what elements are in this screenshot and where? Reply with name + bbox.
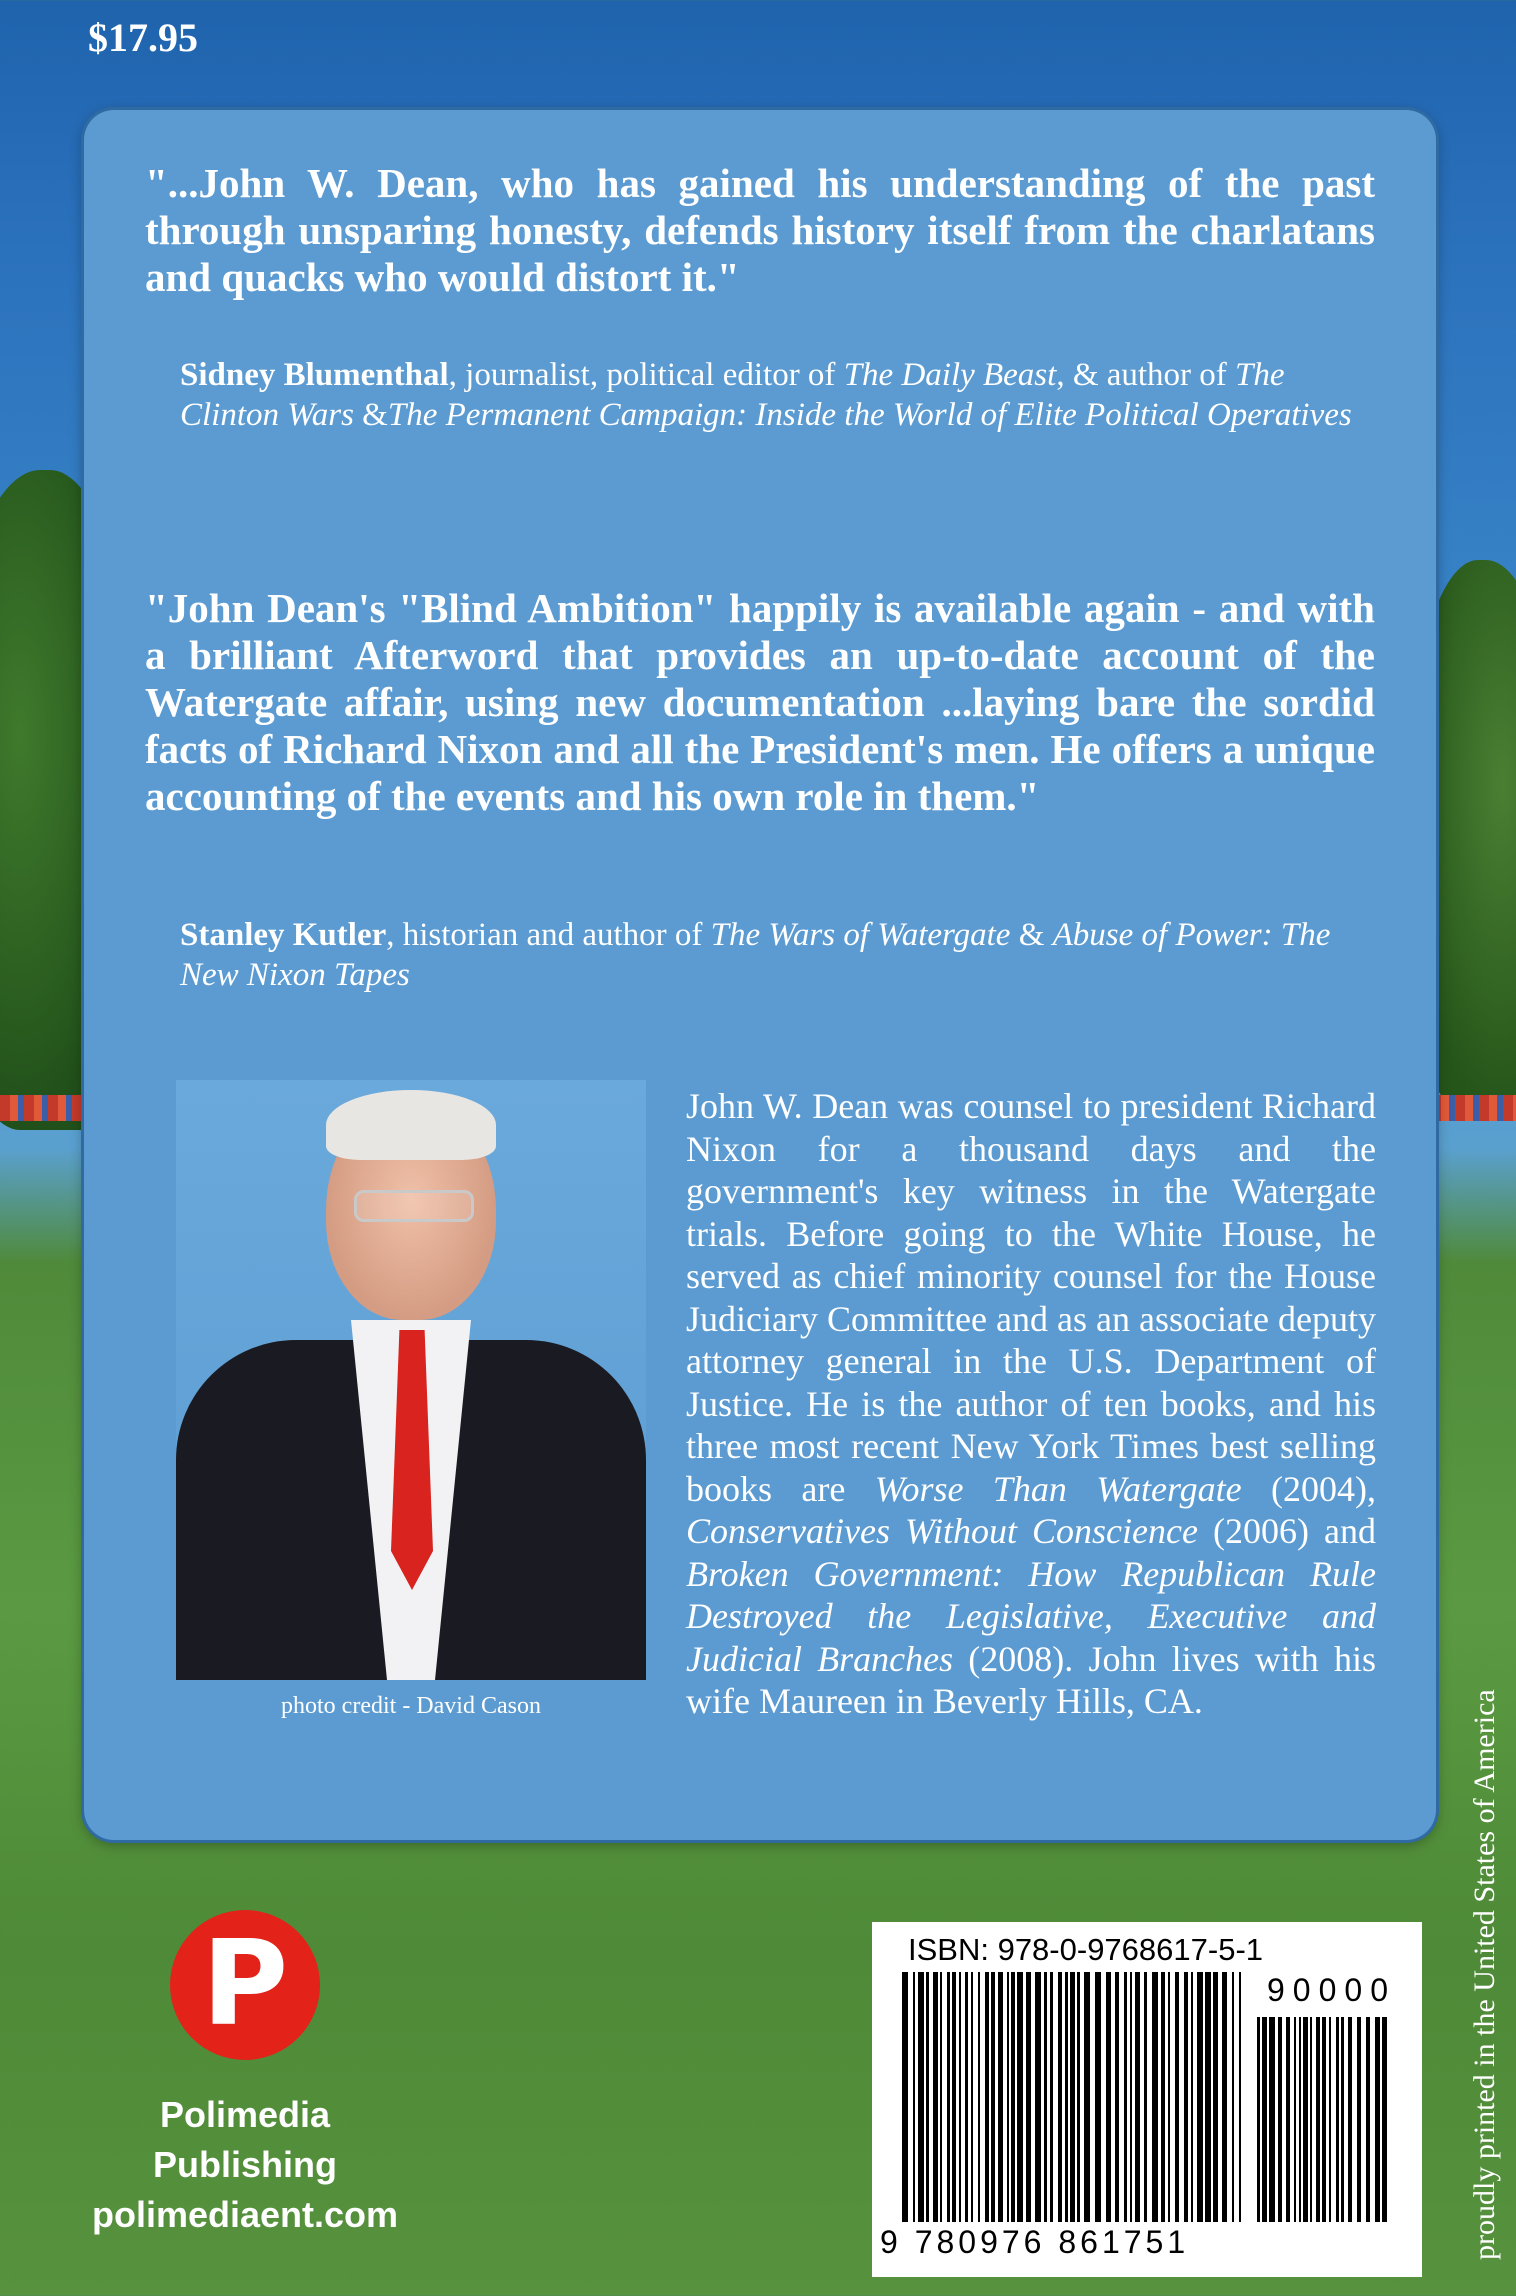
barcode-bar	[1278, 2017, 1282, 2222]
barcode-bar	[1286, 2017, 1290, 2222]
barcode-bar	[971, 1972, 973, 2222]
barcode-bar	[991, 1972, 995, 2222]
barcode-bar	[1184, 1972, 1188, 2222]
attribution-name: Stanley Kutler	[180, 917, 387, 953]
publisher-name-2: Publishing	[153, 2144, 337, 2185]
publisher-logo-letter: P	[201, 1914, 289, 2052]
barcode-bar	[1011, 1972, 1015, 2222]
publisher-name-1: Polimedia	[159, 2094, 331, 2135]
flower-bed-right	[1431, 1095, 1516, 1121]
barcode-bar	[1070, 1972, 1075, 2222]
barcode-bar	[978, 1972, 980, 2222]
barcode-bar	[1222, 1972, 1227, 2222]
photo-credit: photo credit - David Cason	[281, 1693, 541, 1719]
barcode-bar	[1152, 1972, 1158, 2222]
author-photo	[176, 1080, 646, 1680]
barcode-bar	[1366, 2017, 1370, 2222]
barcode-bar	[902, 1972, 908, 2222]
barcode-bar	[1322, 2017, 1326, 2222]
barcode-bar	[1348, 2017, 1352, 2222]
barcode-bar	[1357, 2017, 1361, 2222]
barcode-addon-digits: 90000	[1267, 1972, 1396, 2008]
price: $17.95	[88, 15, 198, 60]
flower-bed-left	[0, 1095, 95, 1121]
printed-note: proudly printed in the United States of America	[1468, 1689, 1501, 2260]
barcode-bar	[1084, 1972, 1090, 2222]
barcode-bar	[1065, 1972, 1068, 2222]
barcode-bar	[1336, 2017, 1339, 2222]
attribution-blumenthal: Sidney Blumenthal, journalist, political editor of The Daily Beast, & author of The Clinton Wars &The Permanent Campaign: Inside the World of Elite Political Operatives	[180, 357, 1352, 433]
barcode-bar	[1382, 2017, 1387, 2222]
barcode-bar	[1310, 2017, 1312, 2222]
quote-blumenthal: "...John W. Dean, who has gained his understanding of the past through unsparing honesty, defends history itself from the charlatans and quacks who would distort it."	[145, 160, 1375, 300]
publisher-logo	[170, 1910, 320, 2060]
barcode-bar	[1257, 2017, 1260, 2222]
barcode-bar	[1007, 1972, 1009, 2222]
quote-kutler: "John Dean's "Blind Ambition" happily is available again - and with a brilliant Afterword that provides an up-to-date account of the Watergate affair, using new documentation ...laying bare the sordid facts of Richard Nixon and all the President's men. He offers a unique accounting of the events and his own role in them."	[145, 585, 1375, 819]
barcode-main	[902, 1972, 1242, 2222]
barcode-bar	[1262, 2017, 1267, 2222]
barcode-bar	[1232, 1972, 1234, 2222]
barcode-bar	[1239, 1972, 1241, 2222]
barcode-bar	[952, 1972, 956, 2222]
barcode-bar	[1168, 1972, 1170, 2222]
barcode-bar	[1050, 1972, 1053, 2222]
barcode-bar	[1213, 1972, 1218, 2222]
barcode-box	[872, 1922, 1422, 2277]
barcode-bar	[1106, 1972, 1111, 2222]
barcode-bar	[918, 1972, 924, 2222]
attribution-kutler: Stanley Kutler, historian and author of The Wars of Watergate & Abuse of Power: The New Nixon Tapes	[180, 917, 1331, 993]
barcode-bar	[1191, 1972, 1193, 2222]
barcode-bar	[913, 1972, 915, 2222]
barcode-bar	[1144, 1972, 1147, 2222]
publisher-website: polimediaent.com	[91, 2194, 399, 2235]
isbn-label: ISBN: 978-0-9768617-5-1	[908, 1932, 1264, 1967]
barcode-bar	[1026, 1972, 1031, 2222]
barcode-bar	[1375, 2017, 1380, 2222]
barcode-bar	[985, 1972, 989, 2222]
barcode-bar	[1175, 1972, 1179, 2222]
barcode-bar	[1035, 1972, 1041, 2222]
barcode-digits: 9 780976 861751	[880, 2224, 1190, 2260]
barcode-bar	[1299, 2017, 1301, 2222]
barcode-bar	[1124, 1972, 1127, 2222]
barcode-addon	[1257, 2017, 1392, 2222]
barcode-bar	[1316, 2017, 1320, 2222]
barcode-bar	[1303, 2017, 1308, 2222]
barcode-bar	[1329, 2017, 1331, 2222]
attribution-name: Sidney Blumenthal	[180, 357, 449, 393]
barcode-bar	[1058, 1972, 1062, 2222]
barcode-bar	[959, 1972, 961, 2222]
publisher-info	[50, 2090, 440, 2240]
barcode-bar	[1095, 1972, 1101, 2222]
barcode-bar	[998, 1972, 1003, 2222]
barcode-bar	[1135, 1972, 1140, 2222]
barcode-bar	[1205, 1972, 1211, 2222]
barcode-bar	[1294, 2017, 1296, 2222]
barcode-bar	[1341, 2017, 1344, 2222]
barcode-bar	[1130, 1972, 1132, 2222]
barcode-bar	[947, 1972, 950, 2222]
barcode-bar	[1161, 1972, 1165, 2222]
barcode-bar	[1017, 1972, 1023, 2222]
barcode-bar	[940, 1972, 942, 2222]
barcode-bar	[1269, 2017, 1275, 2222]
barcode-bar	[965, 1972, 968, 2222]
barcode-bar	[933, 1972, 938, 2222]
barcode-bar	[926, 1972, 929, 2222]
author-bio: John W. Dean was counsel to president Richard Nixon for a thousand days and the government's key witness in the Watergate trials. Before going to the White House, he served as chief minority counsel for the House Judiciary Committee and as an associate deputy attorney general in the U.S. Department of Justice. He is the author of ten books, and his three most recent New York Times best selling books are Worse Than Watergate (2004), Conservatives Without Conscience (2006) and Broken Government: How Republican Rule Destroyed the Legislative, Executive and Judicial Branches (2008). John lives with his wife Maureen in Beverly Hills, CA.	[686, 1086, 1376, 1721]
barcode-bar	[1197, 1972, 1203, 2222]
barcode-bar	[1044, 1972, 1047, 2222]
barcode-bar	[1115, 1972, 1119, 2222]
barcode-bar	[1077, 1972, 1080, 2222]
